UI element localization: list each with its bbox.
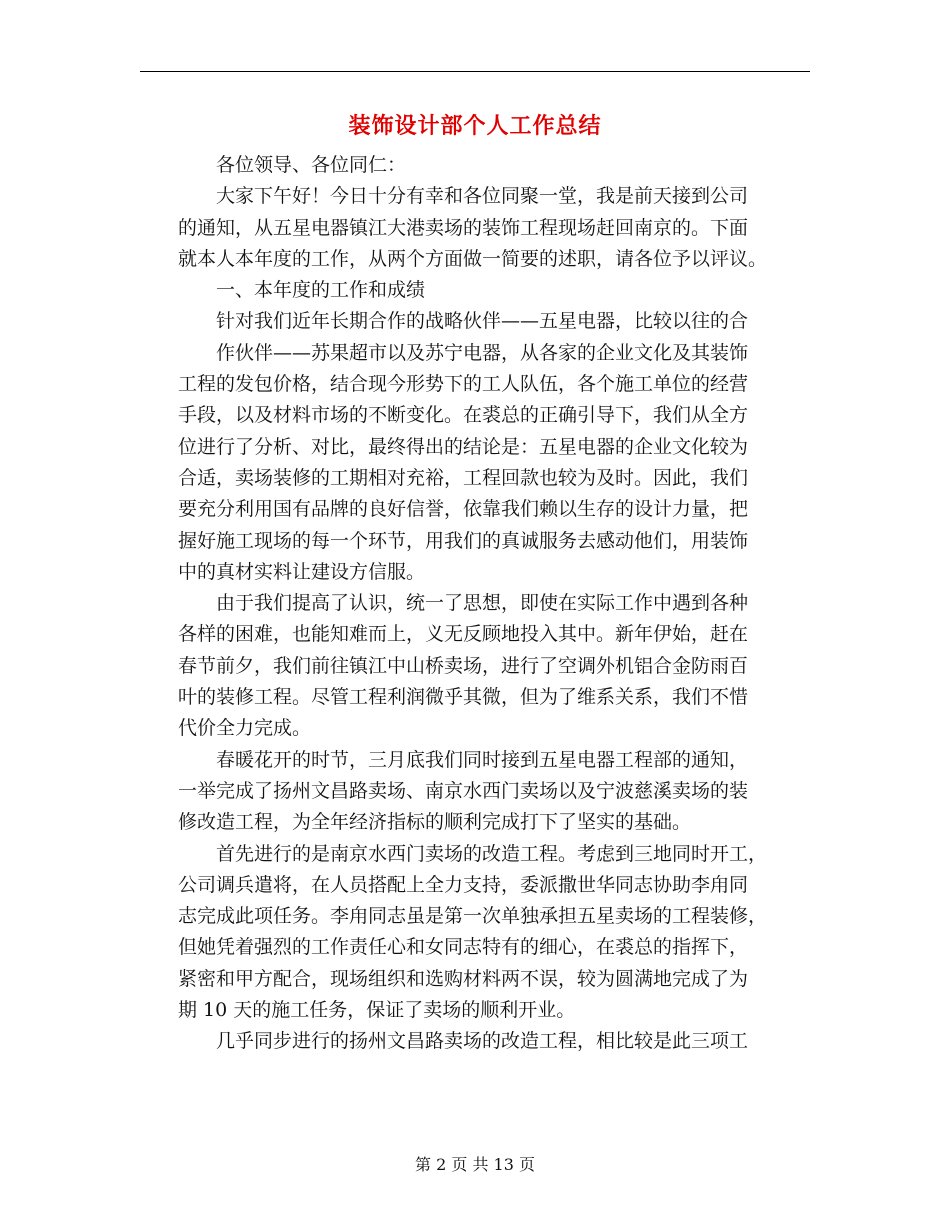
section-heading: 一、本年度的工作和成绩 <box>216 279 426 302</box>
body-line: 期 10 天的施工任务，保证了卖场的顺利开业。 <box>178 999 576 1022</box>
body-line: 的通知，从五星电器镇江大港卖场的装饰工程现场赶回南京的。下面 <box>178 216 749 239</box>
body-line: 针对我们近年长期合作的战略伙伴——五星电器，比较以往的合 <box>216 310 749 333</box>
body-line: 几乎同步进行的扬州文昌路卖场的改造工程，相比较是此三项工 <box>216 1030 749 1053</box>
body-line: 工程的发包价格，结合现今形势下的工人队伍，各个施工单位的经营 <box>178 373 749 396</box>
body-line: 但她凭着强烈的工作责任心和女同志特有的细心，在裘总的指挥下， <box>178 936 749 959</box>
body-line: 位进行了分析、对比，最终得出的结论是：五星电器的企业文化较为 <box>178 435 749 458</box>
body-line: 代价全力完成。 <box>178 717 312 740</box>
body-line: 握好施工现场的每一个环节，用我们的真诚服务去感动他们，用装饰 <box>178 529 749 552</box>
body-line: 合适，卖场装修的工期相对充裕，工程回款也较为及时。因此，我们 <box>178 466 749 489</box>
header-rule <box>140 71 810 72</box>
body-line: 各样的困难，也能知难而上，义无反顾地投入其中。新年伊始，赶在 <box>178 623 749 646</box>
body-line: 大家下午好！今日十分有幸和各位同聚一堂，我是前天接到公司 <box>216 185 749 208</box>
body-line: 一举完成了扬州文昌路卖场、南京水西门卖场以及宁波慈溪卖场的装 <box>178 779 749 802</box>
body-line: 公司调兵遣将，在人员搭配上全力支持，委派撒世华同志协助李甪同 <box>178 873 749 896</box>
body-line: 志完成此项任务。李甪同志虽是第一次单独承担五星卖场的工程装修， <box>178 905 768 928</box>
body-line: 春暖花开的时节，三月底我们同时接到五星电器工程部的通知， <box>216 748 749 771</box>
body-line: 紧密和甲方配合，现场组织和选购材料两不误，较为圆满地完成了为 <box>178 967 749 990</box>
body-line: 春节前夕，我们前往镇江中山桥卖场，进行了空调外机铝合金防雨百 <box>178 654 749 677</box>
body-line: 手段，以及材料市场的不断变化。在裘总的正确引导下，我们从全方 <box>178 404 749 427</box>
body-line: 叶的装修工程。尽管工程利润微乎其微，但为了维系关系，我们不惜 <box>178 686 749 709</box>
body-line: 首先进行的是南京水西门卖场的改造工程。考虑到三地同时开工， <box>216 842 768 865</box>
document-title: 装饰设计部个人工作总结 <box>348 113 602 139</box>
body-line: 修改造工程，为全年经济指标的顺利完成打下了坚实的基础。 <box>178 811 692 834</box>
body-line: 中的真材实料让建设方信服。 <box>178 560 426 583</box>
body-line: 由于我们提高了认识，统一了思想，即使在实际工作中遇到各种 <box>216 592 749 615</box>
document-body <box>140 150 810 1058</box>
page-number: 第 2 页 共 13 页 <box>415 1155 535 1174</box>
body-line: 各位领导、各位同仁： <box>216 154 407 176</box>
body-line: 要充分利用国有品牌的良好信誉，依靠我们赖以生存的设计力量，把 <box>178 498 749 521</box>
body-line: 作伙伴——苏果超市以及苏宁电器，从各家的企业文化及其装饰 <box>216 341 749 364</box>
body-line: 就本人本年度的工作，从两个方面做一简要的述职，请各位予以评议。 <box>178 247 768 270</box>
